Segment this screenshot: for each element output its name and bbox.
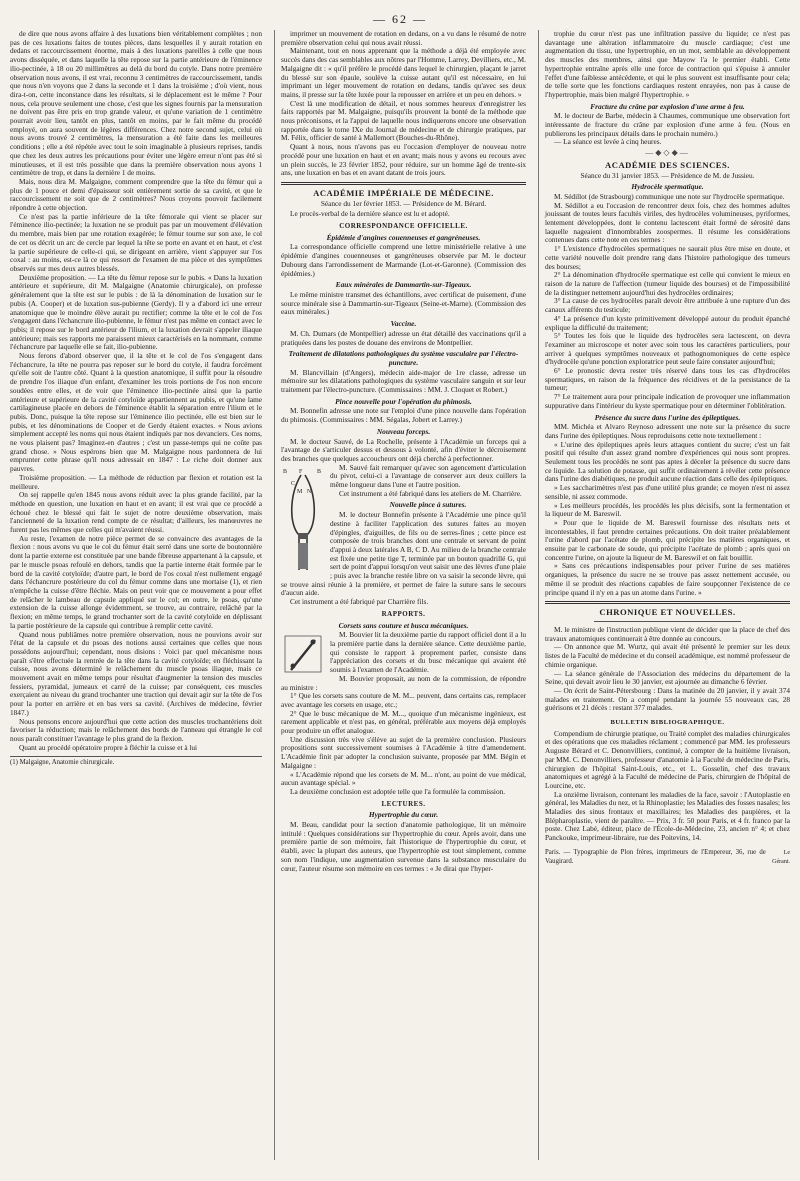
paragraph: Nous pensons encore aujourd'hui que cette action des muscles trochantériens doit favoriser la réduction; mais le relâchement des bords de l'anneau qui étrangle le col nous paraît constituer l'avantage le plus grand de la flexion. [10, 716, 262, 743]
paragraph: Maintenant, tout en nous apprenant que la méthode a déjà été employée avec succès dans des cas semblables aux nôtres par l'Homme, Larrey, Devilliers, etc., M. Malgaigne dit : « qu'il préfère le procédé dans lequel le chirurgien, plaçant le jarret du blessé sur son épaule, soulève la cuisse autant qu'il est nécessaire, en lui imprimant un léger mouvement de rotation en dedans, tandis qu'avec ses deux mains, il presse sur la tête luxée pour la repousser en arrière et un peu en dehors. » [281, 46, 526, 99]
paragraph: Au reste, l'examen de notre pièce permet de se convaincre des avantages de la flexion : nous avons vu que le col du fémur était serré dans une sorte de boutonnière dont la partie externe est constituée par une bande fibreuse appartenant à la capsule, et par le muscle psoas refoulé en dehors, tandis que la partie interne était formée par le bord de la cavité cotyloïde; d'autre part, le bord de l'os coxal n'est nullement engagé dans l'échancrure postérieure du col du fémur comme dans une mortaise (1), et rien n'empêche la cuisse d'être fléchie. Mais on peut voir que ce mouvement a pour effet de relâcher le lambeau de capsule appliqué sur le col; en outre, le psoas, qu'une extension de la cuisse allonge évidemment, se trouve, au contraire, relâché par la flexion; en même temps, le grand trochanter sort de la cavité cotyloïde en déplissant la partie postérieure de la capsule qui contribue à remplir cette cavité. [10, 533, 262, 630]
paragraph: 3° La cause de ces hydrocèles paraît devoir être attribuée à une rupture d'un des canaux afférents du testicule; [545, 296, 790, 315]
paragraph: M. Ch. Dumars (de Montpellier) adresse un état détaillé des vaccinations qu'il a pratiquées dans les postes de douane des environs de Montpellier. [281, 328, 526, 347]
paragraph: La correspondance officielle comprend une lettre ministérielle relative à une épidémie d'angines couenneuses et gangréneuses observée par M. le docteur Dubourg dans l'arrondissement de Marmande (Lot-et-Garonne). (Commission des épidémies.) [281, 242, 526, 278]
paragraph: Compendium de chirurgie pratique, ou Traité complet des maladies chirurgicales et des opérations que ces maladies réclament ; commencé par MM. les professeurs Auguste Bérard et C. Denonvilliers, continué, à compter de la huitième livraison, par MM. C. Denonvilliers, professeur d'anatomie à la Faculté de médecine de Paris, chirurgien de l'hôpital Saint-Louis, etc., et L. Gosselin, chef des travaux anatomiques et agrégé à la Faculté de médecine de Paris, chirurgien de l'hôpital de Lourcine, etc. [545, 728, 790, 790]
paragraph: » Sans ces précautions indispensables pour priver l'urine de ses matières organiques, la présence du sucre ne se trouve pas assez nettement accusée, ou même il se produit des réactions capables de faire soupçonner l'existence de ce principe quand il n'y en a pas un atome dans l'urine. » [545, 561, 790, 597]
paragraph: — La séance générale de l'Association des médecins du département de la Seine, qui devait avoir lieu le 30 janvier, est ajournée au dimanche 6 février. [545, 668, 790, 687]
section-divider [281, 182, 526, 185]
footnote: (1) Malgaigne, Anatomie chirurgicale. [10, 756, 262, 768]
paragraph: Deuxième proposition. — La tête du fémur repose sur le pubis. « Dans la luxation antérieure et supérieure, dit M. Malgaigne (Anatomie chirurgicale), on professe généralement que la tête est sur le pubis : de là la dénomination de luxation sur le pubis (A. Cooper) et de luxation sus-pubienne (Gerdy). Il y a d'abord ici une erreur anatomique que le moindre élève aurait pu rectifier; comme la tête et le col de l'os s'engagent dans l'échancrure ilio-pubienne, le fémur n'est pas même en contact avec le pubis; il repose sur le bord antérieur de l'ilium, et la luxation devrait s'appeler iliaque antérieure; mais ses rapports me paraissent mieux caractérisés en la nommant, comme l'échancrure par laquelle elle se fait, ilio-pubienne. [10, 272, 262, 352]
paragraph: imprimer un mouvement de rotation en dedans, on a vu dans le résumé de notre première observation celui qui nous avait réussi. [281, 30, 526, 47]
paragraph: Ce n'est pas la partie inférieure de la tête fémorale qui vient se placer sur l'éminence ilio-pectinée; la luxation ne se produit pas par un mouvement d'élévation du membre, mais bien par une rotation exagérée; le fémur tourne sur son axe, le col de cet os décrit un arc de cercle par lequel la tête se porte en avant et en haut, et c'est la partie supérieure de celle-ci qui, se dirigeant en arrière, vient s'appuyer sur l'os coxal : au moins, est-ce là ce qui ressort de l'examen de ma pièce et des symptômes observés sur mes deux autres blessés. [10, 211, 262, 273]
paragraph: MM. Michéa et Alvaro Reynoso adressent une note sur la présence du sucre dans l'urine des épileptiques. Nous reproduisons cette note textuellement : [545, 422, 790, 440]
paragraph: On sej rappelle qu'en 1845 nous avons réduit avec la plus grande facilité, par la méthode en question, une luxation en haut et en avant; il est vrai que ce procédé a échoué chez le blessé qui fait le sujet de notre deuxième observation, mais l'ancienneté de la luxation rend compte de ce résultat; d'ailleurs, les manœuvres ne furent pas les mêmes que celles qui m'avaient réussi. [10, 490, 262, 535]
subheading: Corsets sans couture et busca mécaniques. [338, 620, 469, 630]
paragraph: M. le ministre de l'instruction publique vient de décider que la place de chef des travaux anatomiques continuerait à être donnée au concours. [545, 625, 790, 643]
newspaper-page [10, 10, 790, 1160]
paragraph: Quand nous publiâmes notre première observation, nous ne pouvions avoir sur l'état de la capsule et du psoas des notions aussi certaines que celles que nous possédons aujourd'hui; cependant, nous disions : Voici par quel mécanisme nous paraît s'être effectuée la rentrée de la tête dans la cavité cotyloïde; en fléchissant la cuisse, nous avons déterminé le relâchement du muscle psoas iliaque, mais ce mouvement avait en même temps pour résultat d'augmenter la tension des muscles fessiers, pyramidal, jumeaux et carré de la cuisse; par conséquent, ces muscles exerçaient au niveau du grand trochanter une traction qui devait agir sur la tête de l'os pour la porter en arrière et en bas vers sa cavité. (Archives de médecine, février 1847.) [10, 629, 262, 717]
bulletin-title: BULLETIN BIBLIOGRAPHIQUE. [610, 719, 725, 727]
columns [10, 30, 790, 1160]
fig-label: N [307, 488, 312, 495]
fig-label: C [291, 480, 296, 487]
paragraph: » Pour que le liquide de M. Bareswil fournisse des résultats nets et incontestables, il faut prendre certaines précautions. On doit traiter préalablement l'urine d'abord par l'acétate de plomb, qui précipite les matières organiques, et ensuite par le carbonate de soude, qui précipite l'acétate de plomb ; après quoi on concentre l'urine, on ajoute la liqueur de M. Bareswil et on fait bouillir. [545, 517, 790, 562]
section-title-chronique: CHRONIQUE ET NOUVELLES. [599, 607, 736, 618]
paragraph: Troisième proposition. — La méthode de réduction par flexion et rotation est la meilleure. [10, 472, 262, 491]
paragraph: M. Beau, candidat pour la section d'anatomie pathologique, lit un mémoire intitulé : Quelques considérations sur l'hypertrophie du cœur. Après avoir, dans une première partie de son mémoire, fait l'historique de l'hypertrophie du cœur, et établi, avec la plupart des auteurs, que l'hypertrophie est tout simplement, comme son nom l'indique, une augmentation survenue dans la substance musculaire du cœur, l'auteur résume son mémoire en ces termes : « Je dirai que l'hyper- [281, 820, 526, 873]
subheading: Vaccine. [390, 319, 417, 329]
subheading: Épidémie d'angines couenneuses et gangréneuses. [326, 232, 481, 242]
section-title-academie-medecine: ACADÉMIE IMPÉRIALE DE MÉDECINE. [313, 187, 494, 198]
ornament-divider: —◆◇◆— [645, 148, 690, 158]
printer-line: Paris. — Typographie de Plon frères, imprimeurs de l'Empereur, 36, rue de Vaugirard. [545, 848, 766, 865]
page-number: — 62 — [373, 12, 427, 26]
paragraph: M. Bouvier lit la deuxième partie du rapport officiel dont il a lu la première partie dans la dernière séance. Cette deuxième partie, qui consiste le rapport à proprement parler, consiste dans l'appréciation des corsets et du busc mécanique qui avaient été soumis à l'examen de l'Académie. [330, 630, 526, 675]
paragraph: M. Sédillot a eu l'occasion de rencontrer deux fois, chez des hommes adultes jouissant de toutes leurs facultés viriles, des hydrocèles volumineuses, pyriformes, lentement développées, dont le contenu lactescent était formé de sérosité dans laquelle nageaient d'innombrables zoospermes. Il résume les considérations contenues dans cette note en ces termes : [545, 200, 790, 245]
paragraph: M. Sédillot (de Strasbourg) communique une note sur l'hydrocèle spermatique. [554, 191, 785, 201]
subheading: Hypertrophie du cœur. [368, 810, 439, 820]
paragraph: M. le docteur Sauvé, de La Rochelle, présente à l'Académie un forceps qui a l'avantage de s'articuler dessus et dessous à volonté, afin d'éviter le décroisement des branches que quelques accoucheurs ont déjà cherché à perfectionner. [281, 436, 526, 463]
paragraph: M. Sauvé fait remarquer qu'avec son agencement d'articulation du pivot, celui-ci a l'avantage de conserver aux deux cuillers la même longueur dans l'une et l'autre position. [330, 462, 526, 490]
subheading: Hydrocèle spermatique. [631, 182, 704, 192]
paragraph: » Les saccharimètres n'est pas d'une utilité plus grande; ce moyen n'est ni assez sensible, ni assez commode. [545, 483, 790, 501]
paragraph: Quant à nous, nous n'avons pas eu l'occasion d'employer de nouveau notre procédé pour une luxation en haut et en avant; mais nous y avons eu recours avec un plein succès, le 23 février 1852, pour réduire, sur un homme âgé de trente-six ans, une luxation en bas et en avant datant de trois jours. [281, 142, 526, 178]
fig-label: B [317, 468, 322, 475]
paragraph: trophie du cœur n'est pas une infiltration passive du liquide; ce n'est pas davantage une altération inflammatoire du muscle cardiaque; c'est une augmentation du tissu, une hypertrophie, en un mot, semblable au développement des muscles des membres, ainsi que Mayow l'a le premier établi. Cette hypertrophie entraîne après elle une force de contraction qui s'épuise à annuler l'effet d'une faiblesse antécédente, et qui le plus souvent est insuffisante pour cela; de telle sorte que les fonctions cardiaques restent enrayées, non pas à cause de l'hypertrophie, mais bien malgré l'hypertrophie. » [545, 30, 790, 99]
paragraph: Quant au procédé opératoire propre à fléchir la cuisse et à lui [19, 742, 198, 752]
subheading: Traitement de dilatations pathologiques du système vasculaire par l'électro-puncture. [288, 349, 519, 367]
list-item: 2° Que le busc mécanique de M. M..., quoique d'un mécanisme ingénieux, est rarement applicable et n'est pas, en général, préférable aux moyens déjà employés pour produire un effet analogue. [281, 708, 526, 736]
subheading: Pince nouvelle pour l'opération du phimosis. [335, 396, 472, 406]
section-title-academie-sciences: ACADÉMIE DES SCIENCES. [605, 159, 730, 170]
seance-line: Séance du 31 janvier 1853. — Présidence de M. de Jussieu. [580, 170, 755, 180]
paragraph: — On annonce que M. Wurtz, qui avait été présenté le premier sur les deux listes de la Faculté de médecine et du conseil académique, est nommé professeur de chimie organique. [545, 642, 790, 669]
paragraph: M. le docteur Bonnefin présente à l'Académie une pince qu'il destine à faciliter l'application des sutures faites au moyen d'épingles, d'aiguilles, de fils ou de serres-fines ; cette pince est composée de trois branches dont une centrale et servant de point d'appui à deux latérales A B, C D. Au milieu de la branche centrale est fixée une petite tige T, terminée par un bouton quadrillé G, qui sert de point d'appui lorsqu'on veut saisir une des lèvres d'une plaie ; puis avec la branche restée libre on va saisir la seconde lèvre, qui se trouve ainsi réunie à la première, et permet de faire la suture sans le secours d'aucun aide. [281, 510, 526, 598]
paragraph: 2° La dénomination d'hydrocèle spermatique est celle qui convient le mieux en raison de la nature de l'affection (tumeur liquide des bourses) et de l'impossibilité de la distinguer nettement aujourd'hui des hydrocèles ordinaires; [545, 270, 790, 297]
paragraph: Le même ministre transmet des échantillons, avec certificat de puisement, d'une source minérale sise à Dammartin-sur-Tigeaux (Seine-et-Marne). (Commission des eaux minérales.) [281, 289, 526, 317]
subsection-title: CORRESPONDANCE OFFICIELLE. [339, 222, 468, 231]
paragraph: Une discussion très vive s'élève au sujet de la première conclusion. Plusieurs propositions sont successivement soumises à l'Académie à titre d'amendement. L'Académie finit par adopter la conclusion suivante, proposée par MM. Bégin et Malgaigne : [281, 734, 526, 770]
paragraph: M. le docteur de Barbe, médecin à Chaumes, communique une observation fort intéressante de fracture du crâne par explosion d'une arme à feu. (Nous en publierons les principaux détails dans le prochain numéro.) [545, 111, 790, 138]
busc-illustration [281, 632, 325, 676]
paragraph: Cet instrument a été fabriqué dans les ateliers de M. Charrière. [339, 488, 522, 498]
paragraph: « L'Académie répond que les corsets de M. M... n'ont, au point de vue médical, aucun avantage spécial. » [281, 769, 526, 788]
subsection-title: LECTURES. [381, 799, 426, 808]
paragraph: « L'urine des épileptiques après leurs attaques contient du sucre; c'est un fait positif qui résulte d'un assez grand nombre d'expériences qui nous sont propres. Seulement tous les procédés ne sont pas aptes à déceler la présence du sucre dans ce liquide. La solution de potasse, qui suffit ordinairement à révéler cette présence dans l'urine des diabétiques, ne produit aucune réaction dans celle des épileptiques. [545, 439, 790, 484]
paragraph: 5° Toutes les fois que le liquide des hydrocèles sera lactescent, on devra l'examiner au microscope et noter avec soin tous les caractères particuliers, pour arriver à quelques symptômes nouveaux et pathognomoniques de cette espèce d'hydrocèle qu'une ponction exploratrice peut seule faire constater aujourd'hui; [545, 331, 790, 367]
subheading: Fracture du crâne par explosion d'une arme à feu. [590, 101, 745, 111]
imprint [545, 849, 790, 866]
section-divider [545, 601, 790, 604]
paragraph: » Les meilleurs procédés, les procédés les plus décisifs, sont la fermentation et la liqueur de M. Bareswil. [545, 500, 790, 519]
subheading: Nouvelle pince à sutures. [389, 500, 467, 510]
paragraph: de dire que nous avons affaire à des luxations bien véritablement complètes ; non pas de ces luxations faites de toutes pièces, dans lesquelles il y aurait rotation en dedans et raccourcissement énorme, mais à des luxations pareilles à celle que nous avons disséquée, et dans laquelle la tête repose sur la partie antérieure de l'éminence ilio-pectinée, à 18 ou 20 millimètres au delà du bord du cotyle. Dans notre première observation nous avons, il est vrai, reconnu 3 centimètres de raccourcissement, tandis que nous n'en voyons que 2 dans la seconde et 1 dans la troisième ; d'où vient, nous dira-t-on, cette inconstance dans les résultats, si le déplacement est le même ? Pour nous, cela prouve seulement une chose, c'est que les signes fournis par la mensuration ne doivent pas être pris en trop grande valeur, et qu'une variation de 1 centimètre pourrait avoir lieu, tantôt en plus, tantôt en moins, par le fait même du procédé employé, on aura souvent de légères différences. Chez notre second sujet, celui où nous avons trouvé 2 centimètres, la mensuration a été faite dans les meilleures conditions ; elle a été répétée avec tout le soin imaginable à plusieurs reprises, tandis que chez les deux autres les précautions pour éviter une légère erreur n'ont pas été si minutieuses, et il est très possible que dans la première observation nous ayons 1 centimètre de trop, et dans la dernière 1 de moins. [10, 30, 262, 178]
subheading: Nouveau forceps. [376, 426, 431, 436]
paragraph: M. Bouvier proposait, au nom de la commission, de répondre au ministre : [281, 673, 526, 692]
paragraph: M. Bonnefin adresse une note sur l'emploi d'une pince nouvelle dans l'opération du phimosis. (Commissaires : MM. Ségalas, Jobert et Larrey.) [281, 406, 526, 425]
paragraph: M. Blancvillain (d'Angers), médecin aide-major de 1re classe, adresse un mémoire sur les dilatations pathologiques du système vasculaire sanguin et sur leur traitement par l'électro-puncture. (Commissaires : MM. J. Cloquet et Robert.) [281, 367, 526, 395]
subsection-title: RAPPORTS. [381, 609, 426, 618]
paragraph: Mais, nous dira M. Malgaigne, comment comprendre que la tête du fémur qui a plus de 1 pouce et demi d'épaisseur soit entièrement sortie de sa cavité, et que le raccourcissement ne soit que de 2 centimètres? Nous croyons pouvoir facilement répondre à cette objection. [10, 176, 262, 213]
section-divider [594, 621, 741, 622]
paragraph: — La séance est levée à cinq heures. [554, 137, 662, 147]
paragraph: 4° La présence d'un kyste primitivement développé autour du produit épanché explique la difficulté du traitement; [545, 313, 790, 332]
paragraph: La deuxième conclusion est adoptée telle que l'a formulée la commission. [290, 786, 506, 796]
paragraph: Le procès-verbal de la dernière séance est lu et adopté. [290, 209, 450, 219]
paragraph: La onzième livraison, contenant les maladies de la face, savoir : l'Autoplastie en général, les Maladies du nez, et la Rhinoplastie; les Maladies des fosses nasales; les Maladies des sinus frontaux et maxillaires; les Maladies des paupières, et la Blépharoplastie, vient de paraître. — Prix, 3 fr. 50 pour Paris, et 4 fr. franco par la poste. Chez Labé, éditeur, place de l'École-de-Médecine, 23, ancien n° 4; et chez Panckouke, imprimeur-libraire, rue des Poitevins, 14. [545, 789, 790, 843]
forceps-illustration [281, 465, 325, 575]
subheading: Eaux minérales de Dammartin-sur-Tigeaux. [335, 280, 472, 290]
fig-label: F [299, 468, 303, 475]
gerant-label: Le Gérant. [772, 849, 790, 865]
paragraph: 7° Le traitement aura pour principale indication de provoquer une inflammation suppurative dans l'intérieur du kyste spermatique pour en déterminer l'oblitération. [545, 392, 790, 410]
paragraph: — On écrit de Saint-Pétersbourg : Dans la matinée du 20 janvier, il y avait 374 malades en traitement. On a compté pendant la journée 55 nouveaux cas, 28 guérisons et 21 décès : restant 377 malades. [545, 685, 790, 713]
fig-label: B [283, 468, 288, 475]
list-item: 1° Que les corsets sans couture de M. M... peuvent, dans certains cas, remplacer avec avantage les corsets en usage, etc.; [281, 691, 526, 709]
seance-line: Séance du 1er février 1853. — Présidence de M. Bérard. [320, 198, 487, 208]
paragraph: Nous ferons d'abord observer que, il la tête et le col de l'os s'engagent dans l'échancrure, la tête ne pourra pas reposer sur le bord du cotyle, il faudra forcément qu'elle soit de l'autre côté. Quant à la question anatomique, il suffit pour la résoudre de prendre l'os iliaque d'un enfant, d'examiner les trois portions de l'os non encore soudées entre elles, et de voir que l'éminence ilio-pectinée ainsi que la partie antérieure et supérieure de la cavité cotyloïde appartiennent au pubis, et qu'une lame cartilagineuse placée en dehors de l'éminence établit la séparation entre l'ilium et le pubis. Donc, puisque la tête repose sur l'éminence ilio pectinée, elle est bien sur le pubis, et les dénominations de Cooper et de Gerdy étaient exactes. « Nous avions simplement accepté les noms qui nous étaient indiqués par nos devanciers. Ces noms, ne vous plaisent pas? Imaginez-en d'autres ; c'est un passe-temps qui ne coûte pas grand chose. » Nous espérons bien que M. Malgaigne nous pardonnera de lui emprunter cette phrase qu'il nous adressait en 1847 : Le riche doit donner aux pauvres. [10, 351, 262, 474]
fig-label: M [297, 488, 303, 495]
paragraph: Cet instrument a été fabriqué par Charrière fils. [290, 597, 429, 607]
paragraph: C'est là une modification de détail, et nous sommes heureux d'enregistrer les faits rapportés par M. Malgaigne, puisqu'ils prouvent la bonté de la méthode que nous préconisons, et la l'appui de laquelle nous indiquerons encore une observation rapportée dans le tome IXe du Journal de médecine et de chirurgie pratiques, par M. Félix, officier de santé à Mallemort (Bouches-du-Rhône). [281, 98, 526, 143]
paragraph: 6° Le pronostic devra rester très réservé dans tous les cas d'hydrocèles spermatiques, en raison de la fréquence des récidives et de la persistance de la tumeur; [545, 366, 790, 393]
column-1 [10, 30, 262, 1160]
paragraph: 1° L'existence d'hydrocèles spermatiques ne saurait plus être mise en doute, et cette variété nouvelle doit prendre rang dans l'histoire pathologique des tumeurs des bourses; [545, 244, 790, 271]
column-2 [274, 30, 526, 1160]
column-3 [538, 30, 790, 1160]
subheading: Présence du sucre dans l'urine des épileptiques. [594, 412, 741, 422]
